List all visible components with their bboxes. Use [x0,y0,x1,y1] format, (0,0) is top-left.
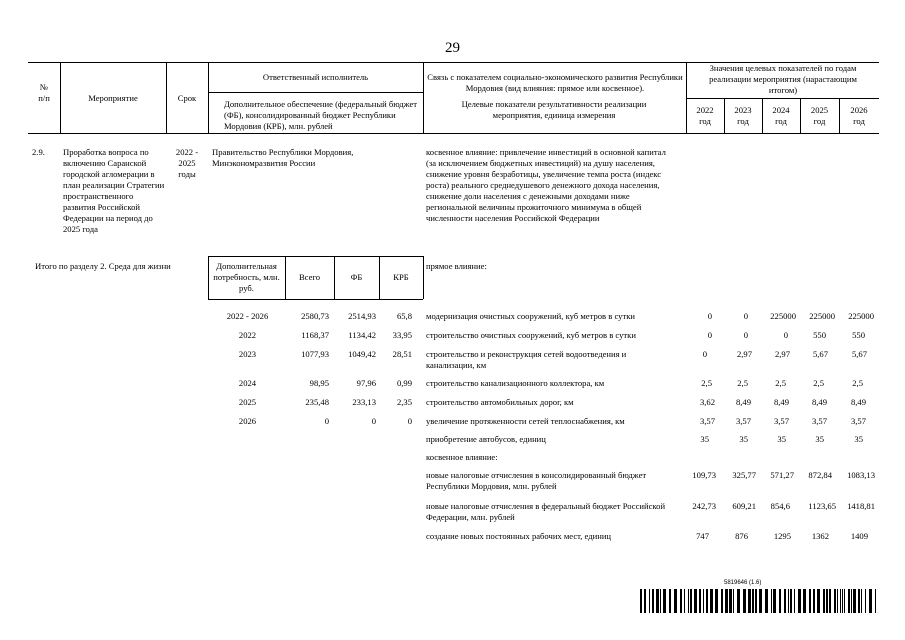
indicator-value-2023: 0 [743,330,748,340]
funding-top-border [208,256,423,257]
barcode-bar [853,589,856,613]
header-indicators: Целевые показатели результативности реализации мероприятия, единица измерения [461,99,647,120]
indicator-name: новые налоговые отчисления в федеральный бюджет Российской Федерации, млн. рублей [426,501,666,522]
indicator-value-2023: 8,49 [735,397,751,407]
barcode-bar [826,589,828,613]
barcode-bar [674,589,677,613]
barcode-bar [784,589,786,613]
barcode-bar [721,589,723,613]
funding-border-right [423,256,424,299]
funding-head-all: Всего [298,272,321,282]
targets-sub-divider [686,98,879,99]
barcode-bar [779,589,781,613]
barcode-bar [752,589,754,613]
indicator-name: строительство и реконструкция сетей водоотведения и канализации, км [426,349,627,370]
barcode-bar [669,589,671,613]
barcode-bar [865,589,866,613]
indicator-value-2025: 1123,65 [808,501,836,511]
funding-all: 235,48 [305,397,329,407]
indicator-value-2022: 3,62 [699,397,715,407]
barcode-bar [869,589,872,613]
indicator-value-2025: 35 [815,434,824,444]
funding-krb: 65,8 [396,311,412,321]
barcode-bar [737,589,740,613]
indicator-value-2025: 2,5 [813,378,824,388]
header-year-2022: 2022 год [696,105,714,126]
header-year-2024: 2024 год [772,105,790,126]
funding-krb: 0 [407,416,412,426]
row-number: 2.9. [32,147,45,157]
indicator-value-2022: 0 [707,311,712,321]
barcode-bar [644,589,646,613]
indicator-name: строительство автомобильных дорог, км [426,397,574,407]
barcode-bar [733,589,734,613]
indicator-value-2024: 35 [777,434,786,444]
barcode-bar [690,589,692,613]
indicator-value-2022: 35 [700,434,709,444]
indicator-value-2026: 1409 [850,531,868,541]
indicator-value-2024: 225000 [770,311,796,321]
indicator-value-2022: 2,5 [701,378,712,388]
funding-krb: 33,95 [392,330,412,340]
barcode-bar [790,589,792,613]
barcode-bar [694,589,697,613]
indicator-value-2025: 872,84 [808,470,832,480]
barcode-bar [798,589,801,613]
barcode-bar [858,589,860,613]
funding-head-need: Дополнительная потребность, млн. руб. [213,261,280,293]
funding-all: 1077,93 [301,349,329,359]
indicator-value-2026: 550 [852,330,865,340]
responsible-sub-divider [208,92,423,93]
barcode-bar [861,589,862,613]
funding-head-fb: ФБ [350,272,363,282]
funding-all: 2580,73 [301,311,329,321]
indicator-name: увеличение протяженности сетей теплоснабжения, км [426,416,625,426]
header-term: Срок [177,93,197,103]
barcode-bar [710,589,713,613]
funding-fb: 1049,42 [348,349,376,359]
barcode-bar [829,589,831,613]
barcode-bar [844,589,845,613]
funding-krb: 28,51 [392,349,412,359]
indicator-value-2023: 2,97 [736,349,752,359]
funding-period: 2022 - 2026 [226,311,269,321]
barcode-bar [725,589,728,613]
barcode-bar [765,589,768,613]
indicator-value-2024: 1295 [773,531,791,541]
indicator-value-2024: 0 [783,330,788,340]
header-number: № п/п [38,82,50,103]
indicator-value-2022: 747 [696,531,709,541]
indicator-value-2026: 225000 [848,311,874,321]
indicator-name: новые налоговые отчисления в консолидированный бюджет Республики Мордовия, млн. рублей [426,470,647,491]
header-year-2025: 2025 год [810,105,829,126]
barcode-bar [823,589,825,613]
indicator-value-2024: 571,27 [770,470,794,480]
indicator-value-2023: 35 [739,434,748,444]
header-year-2026: 2026 год [850,105,868,126]
indicator-name: создание новых постоянных рабочих мест, единиц [426,531,612,541]
barcode-bar [813,589,815,613]
indicator-name: приобретение автобусов, единиц [426,434,546,444]
funding-fb: 2514,93 [348,311,376,321]
barcode-bar [640,589,642,613]
barcode-bar [788,589,789,613]
barcode-image [640,589,878,613]
indicator-value-2026: 5,67 [851,349,867,359]
barcode-bar [703,589,704,613]
indicator-value-2023: 3,57 [735,416,751,426]
header-year-2023: 2023 год [734,105,752,126]
funding-period: 2024 [238,378,257,388]
row-link: косвенное влияние: привлечение инвестиций в основной капитал (за исключением бюджетных инвестиций) на душу населения, снижение уровня безработицы, увеличение темпа роста (индекс роста) реального среднедушевого денежного дохода населения, снижение доли населения с денежными доходами ниже региональной величины прожиточного минимума в общей численности населения Российской Федерации [426,147,666,223]
indicator-value-2023: 325,77 [732,470,756,480]
indicator-name: модернизация очистных сооружений, куб метров в сутки [426,311,635,321]
indicator-value-2023: 609,21 [732,501,756,511]
barcode-bar [759,589,762,613]
barcode-bar [809,589,811,613]
indicator-name: строительство канализационного коллектора, км [426,378,605,388]
barcode-bar [840,589,841,613]
funding-all: 1168,37 [301,330,329,340]
indicator-value-2024: 2,97 [774,349,790,359]
indicator-value-2025: 225000 [809,311,835,321]
col-divider-4 [423,62,424,134]
indicator-value-2022: 0 [707,330,712,340]
funding-head-krb: КРБ [393,272,409,282]
indicator-value-2022: 0 [702,349,707,359]
indicator-value-2026: 1083,13 [847,470,875,480]
funding-fb: 1134,42 [348,330,376,340]
funding-fb: 0 [371,416,376,426]
barcode-bar [748,589,751,613]
barcode-bar [663,589,666,613]
barcode-bar [771,589,772,613]
barcode-bar [851,589,852,613]
indicator-value-2025: 550 [813,330,826,340]
funding-period: 2022 [238,330,257,340]
header-event: Мероприятие [88,93,138,103]
barcode-bar [803,589,806,613]
indicator-value-2026: 1418,81 [847,501,875,511]
indicator-value-2025: 5,67 [812,349,828,359]
barcode-bar [652,589,654,613]
indirect-influence-label: косвенное влияние: [426,452,498,462]
barcode-bar [688,589,689,613]
barcode-bar [715,589,718,613]
barcode-bar [684,589,685,613]
funding-period: 2025 [238,397,257,407]
barcode-bar [875,589,876,613]
barcode-bar [706,589,708,613]
indicator-value-2024: 2,5 [775,378,786,388]
header-extra-funding: Дополнительное обеспечение (федеральный бюджет (ФБ), консолидированный бюджет Республики Мордовия (КРБ), млн. рублей [224,99,418,131]
indicator-value-2026: 8,49 [850,397,866,407]
funding-krb: 2,35 [396,397,412,407]
funding-fb: 97,96 [356,378,376,388]
row-event: Проработка вопроса по включению Саранской городской агломерации в план реализации Стратегии пространственного развития Российской Федерации на период до 2025 года [63,147,165,234]
barcode-bar [834,589,836,613]
barcode-bar [743,589,746,613]
indicator-value-2025: 8,49 [811,397,827,407]
funding-krb: 0,99 [396,378,412,388]
funding-bottom-border [208,299,423,300]
funding-period: 2023 [238,349,257,359]
indicator-value-2026: 35 [854,434,863,444]
barcode-number: 5819646 (1.6) [724,580,762,586]
direct-influence-label: прямое влияние: [426,261,487,271]
indicator-value-2024: 854,6 [770,501,790,511]
funding-all: 98,95 [309,378,329,388]
indicator-value-2026: 2,5 [852,378,863,388]
indicator-value-2026: 3,57 [850,416,866,426]
header-link: Связь с показателем социально-экономического развития Республики Мордовия (вид влияния: прямое или косвенное). [427,72,683,93]
indicator-value-2023: 876 [735,531,748,541]
barcode-bar [729,589,732,613]
page-number: 29 [445,40,460,56]
barcode-bar [794,589,795,613]
barcode-bar [773,589,776,613]
barcode-bar [842,589,843,613]
barcode-bar [660,589,661,613]
funding-period: 2026 [238,416,257,426]
indicator-name: строительство очистных сооружений, куб метров в сутки [426,330,636,340]
barcode-bar [848,589,850,613]
indicator-value-2025: 3,57 [811,416,827,426]
indicator-value-2022: 242,73 [692,501,716,511]
barcode-bar [837,589,838,613]
barcode-bar [817,589,820,613]
barcode-bar [680,589,682,613]
indicator-value-2022: 3,57 [699,416,715,426]
row-term: 2022 - 2025 годы [175,147,199,179]
indicator-value-2023: 0 [743,311,748,321]
row-responsible: Правительство Республики Мордовия, Минэкономразвития России [212,147,354,168]
barcode-bar [656,589,659,613]
total-label: Итого по разделу 2. Среда для жизни [35,261,171,271]
indicator-value-2025: 1362 [811,531,829,541]
indicator-value-2024: 3,57 [773,416,789,426]
barcode-bar [755,589,757,613]
indicator-value-2023: 2,5 [737,378,748,388]
indicator-value-2022: 109,73 [692,470,716,480]
header-responsible: Ответственный исполнитель [262,72,369,82]
funding-fb: 233,13 [352,397,376,407]
funding-all: 0 [324,416,329,426]
barcode-bar [649,589,650,613]
indicator-value-2024: 8,49 [773,397,789,407]
barcode-bar [699,589,701,613]
table-header-bottom-border [28,133,879,134]
header-targets: Значения целевых показателей по годам реализации мероприятия (нарастающим итогом) [709,63,857,95]
